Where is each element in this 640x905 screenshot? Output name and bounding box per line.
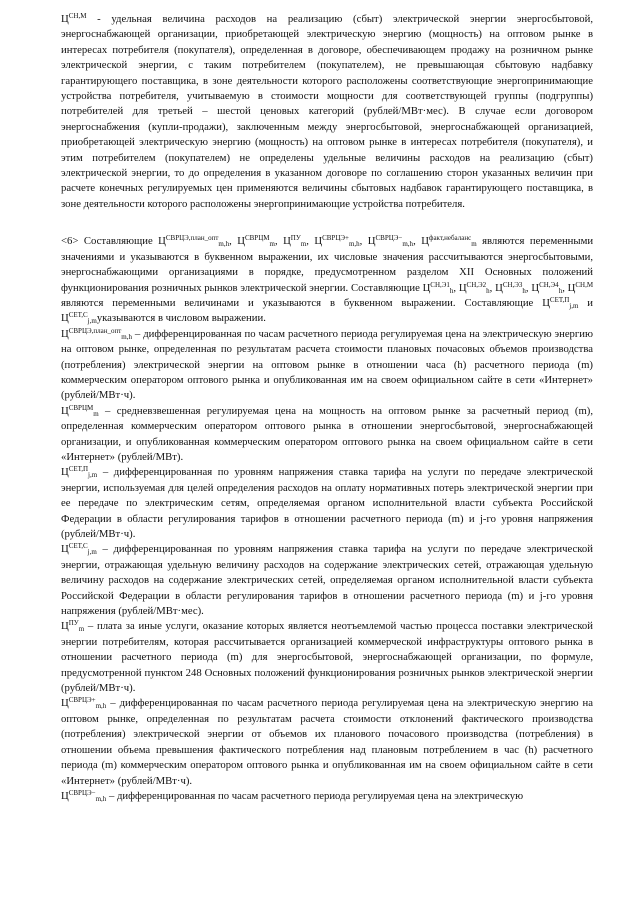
formula-symbol: $Ц^{СН,Э3}_h$: [495, 280, 526, 295]
definition-text: – дифференцированная по часам расчетного периода регулируемая цена на электрическую энергию на оптовом рынке, определенная по результатам расчета стоимости плановых почасовых объемов производства (потребления) электрической энергии на оптовом рынке в отношении часа (h) расчетного периода (m) коммерческим оператором оптового рынка и опубликованная им на своем официальном сайте в сети «Интернет» (рублей/МВт·ч).: [61, 327, 593, 402]
definition-item: [61, 789, 593, 804]
definition-text: – средневзвешенная регулируемая цена на мощность на оптовом рынке за расчетный период (m), определенная коммерческим оператором оптового рынка в отношении энергосбытовой, энергоснабжающей организации, и опубликованная коммерческим оператором оптового рынка на своем официальном сайте в сети «Интернет» (рублей/МВт).: [61, 404, 593, 463]
definition-text: – дифференцированная по часам расчетного периода регулируемая цена на электрическую энергию на оптовом рынке, определенная по результатам расчета стоимости отклонений фактического производства (потребления) электрической энергии от объемов их планового почасового производства (потребления) в отношении объема превышения фактического потребления над плановым потреблением в час (h) расчетного периода (m) коммерческим оператором оптового рынка и опубликованная им на своем официальном сайте в сети «Интернет» (рублей/МВт·ч).: [61, 697, 593, 787]
definition-item: [61, 327, 593, 404]
formula-symbol: $Ц^{СЕТ,С}_{j,m}$: [61, 542, 97, 557]
formula-symbol: $Ц^{СВРЦЭ,план\_опт}_{m,h}$: [61, 326, 132, 341]
document-page: [61, 12, 593, 897]
formula-symbol: $Ц^{СН,Э1}_h$: [422, 280, 454, 295]
paragraph-ch-m-definition: [61, 12, 593, 212]
formula-symbol: $Ц^{СН,М}$: [61, 12, 87, 25]
paragraph-gap: [61, 212, 593, 234]
formula-symbol: $Ц^{СВРЦЭ+}_{m,h}$: [314, 234, 360, 249]
definition-text: – плата за иные услуги, оказание которых является неотъемлемой частью процесса поставки электрической энергии потребителям, которая рассчитывается организацией коммерческой инфраструктуры оптового рынка в отношении расчетного периода (m) для энергосбытовой, энергоснабжающей организации, по формуле, предусмотренной пунктом 248 Основных положений функционирования розничных рынков электрической энергии (рублей/МВт·ч).: [61, 620, 593, 695]
definition-item: [61, 619, 593, 696]
formula-symbol: $Ц^{СВРЦМ}_m$: [61, 403, 99, 418]
formula-symbol: $Ц^{факт,небаланс}_m$: [421, 234, 477, 249]
definition-item: [61, 465, 593, 542]
definition-item: [61, 696, 593, 788]
formula-symbol: $Ц^{СН,Э2}_h$: [458, 280, 490, 295]
formula-symbol: $Ц^{ПУ}_m$: [61, 619, 85, 634]
definition-text: – дифференцированная по уровням напряжения ставка тарифа на услуги по передаче электрической энергии, используемая для целей определения расходов на оплату нормативных потерь электрической энергии при ее передаче по электрическим сетям, определяемая органом исполнительной власти субъекта Российской Федерации в области регулирования тарифов в отношении расчетного периода (m) и j-го уровня напряжения (рублей/МВт·ч).: [61, 466, 593, 540]
definition-item: [61, 404, 593, 466]
paragraph-note-6: <6> Составляющие $Ц^{СВРЦЭ,план\_опт}_{m,h}$, $Ц^{СВРЦМ}_m$, $Ц^{ПУ}_m$, $Ц^{СВРЦЭ+}_{m,h}$, $Ц^{СВРЦЭ-}_{m,h}$, $Ц^{факт,небаланс}_m$ являются переменными значениями и указываются в буквенном выражении, их числовые значения рассчитываются энергосбытовыми, энергоснабжающими организациями в порядке, предусмотренном разделом XII Основных положений функционирования розничных рынков электрической энергии. Составляющие $Ц^{СН,Э1}_h$, $Ц^{СН,Э2}_h$, $Ц^{СН,Э3}_h$, $Ц^{СН,Э4}_h$, $Ц^{СН,М}$ являются переменными величинами и указываются в буквенном выражении. Составляющие $Ц^{СЕТ,П}_{j,m}$ и $Ц^{СЕТ,С}_{j,m}указываются$ в числовом выражении.: [61, 234, 593, 326]
definition-item: [61, 542, 593, 619]
formula-symbol: $Ц^{СВРЦЭ+}_{m,h}$: [61, 696, 107, 711]
formula-symbol: $Ц^{СН,М}$: [567, 280, 593, 294]
paragraph-text: указываются в числовом выражении.: [96, 312, 266, 325]
formula-symbol: $Ц^{СЕТ,С}_{j,m}$: [61, 311, 97, 326]
conjunction-text: и: [578, 296, 593, 309]
note-prefix: <6> Составляющие: [61, 235, 159, 248]
definition-text: – дифференцированная по уровням напряжения ставка тарифа на услуги по передаче электрической энергии, отражающая удельную величину расходов на содержание электрических сетей, отражающая удельную величину расходов на содержание электрических сетей, определяемая органом исполнительной власти субъекта Российской Федерации в области регулирования тарифов в отношении расчетного периода (m) и j-го уровня напряжения (рублей/МВт·мес).: [61, 543, 593, 618]
formula-symbol: $Ц^{СЕТ,П}_{j,m}$: [61, 465, 98, 480]
formula-symbol: $Ц^{СН,Э4}_h$: [531, 280, 563, 295]
formula-symbol: $Ц^{СЕТ,П}_{j,m}$: [542, 295, 579, 310]
formula-symbol: $Ц^{ПУ}_m$: [283, 234, 307, 249]
definition-text: – дифференцированная по часам расчетного периода регулируемая цена на электрическую: [106, 789, 524, 802]
formula-symbol: $Ц^{СВРЦМ}_m$: [237, 234, 275, 249]
formula-symbol: $Ц^{СВРЦЭ-}_{m,h}$: [367, 234, 414, 249]
paragraph-text: - удельная величина расходов на реализацию (сбыт) электрической энергии энергосбытовой, энергоснабжающей организации, приобретающей электрическую энергию (мощность) на оптовом рынке в интересах потребителя (покупателя), определенная в договоре, обеспечивающем продажу на розничном рынке электрической энергии, с таким потребителем (покупателем), не превышающая сбытовую надбавку гарантирующего поставщика, в зоне деятельности которого расположены соответствующие энергопринимающие устройства потребителя, учитываемую в стоимости мощности для соответствующей группы (подгруппы) потребителей для третьей – шестой ценовых категорий (рублей/МВт·мес). В случае если договором энергоснабжения (купли-продажи), заключенным между энергосбытовой, энергоснабжающей организацией, приобретающей электрическую энергию (мощность) на оптовом рынке в интересах потребителя (покупателя), и этим потребителем (покупателем) не определены удельные величины расходов на реализацию (сбыт) электрической энергии, то до определения в указанном договоре по соглашению сторон указанных величин при расчете конечных регулируемых цен применяются величины сбытовых надбавок гарантирующего поставщика, в зоне деятельности которого расположены энергопринимающие устройства потребителя.: [61, 13, 593, 210]
formula-symbol: $Ц^{СВРЦЭ-}_{m,h}$: [61, 788, 107, 803]
paragraph-text: являются переменными величинами и указываются в буквенном выражении. Составляющие: [61, 296, 543, 309]
definitions-list: [61, 327, 593, 805]
formula-symbol: $Ц^{СВРЦЭ,план\_опт}_{m,h}$: [158, 234, 230, 249]
paragraph-text: являются переменными значениями и указываются в буквенном выражении, их числовые значения рассчитываются энергосбытовыми, энергоснабжающими организациями в порядке, предусмотренном разделом XII Основных положений функционирования розничных рынков электрической энергии. Составляющие: [61, 235, 593, 294]
